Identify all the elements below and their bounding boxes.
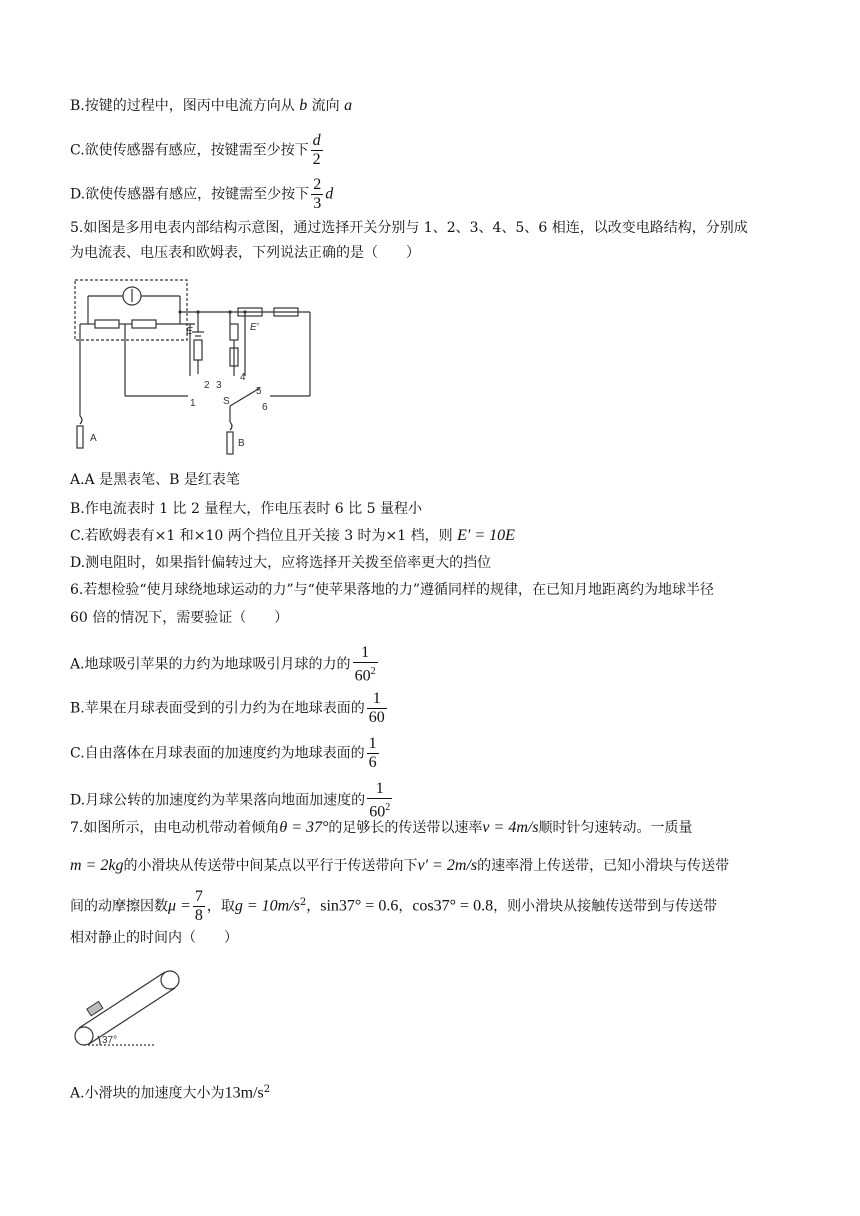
q5-option-a: A.A 是黑表笔、B 是红表笔 bbox=[70, 472, 240, 488]
q7-option-a-exp: 2 bbox=[263, 1084, 271, 1095]
q4-c-den: 2 bbox=[312, 151, 321, 168]
q7-stem-line4: 相对静止的时间内（ ） bbox=[70, 930, 238, 946]
q4-option-b bbox=[70, 96, 352, 116]
label-2: 2 bbox=[204, 380, 210, 391]
q7-l3a: 间的动摩擦因数 bbox=[70, 898, 168, 915]
q6-c-fraction bbox=[367, 735, 379, 772]
q4-option-c bbox=[70, 132, 325, 169]
q7-g: g = 10m/s bbox=[234, 897, 300, 915]
q5-stem-line2: 为电流表、电压表和欧姆表，下列说法正确的是（ ） bbox=[70, 245, 420, 261]
q4-d-den: 3 bbox=[313, 195, 322, 212]
label-A: A bbox=[90, 433, 97, 444]
q7-stem-line2 bbox=[70, 856, 729, 876]
q6-option-a bbox=[70, 644, 380, 685]
conveyor-belt-diagram bbox=[70, 960, 190, 1055]
q7-v-prime: v′ = 2m/s bbox=[417, 857, 478, 874]
q7-l3d: ， bbox=[398, 898, 413, 915]
q6-a-exp: 2 bbox=[370, 666, 376, 677]
q4-b-mid: 流向 bbox=[311, 98, 340, 114]
q6-b-num: 1 bbox=[372, 690, 381, 707]
q5-option-c bbox=[70, 526, 515, 546]
q6-stem-line1: 6.若想检验“使月球绕地球运动的力”与“使苹果落地的力”遵循同样的规律，在已知月地距离约为地球半径 bbox=[70, 582, 714, 598]
label-6: 6 bbox=[262, 402, 268, 413]
q7-mu: μ = bbox=[168, 897, 191, 915]
q7-cos: cos37° = 0.8 bbox=[412, 897, 494, 915]
q6-c-num: 1 bbox=[368, 735, 377, 752]
q6-b-fraction bbox=[367, 690, 387, 727]
q6-a-den: 60 bbox=[354, 667, 371, 685]
q6-d-num: 1 bbox=[375, 780, 384, 797]
q7-m: m = 2kg bbox=[70, 857, 124, 874]
q4-d-num: 2 bbox=[313, 176, 322, 193]
q4-c-num: d bbox=[312, 132, 321, 149]
q6-stem-line2: 60 倍的情况下，需要验证（ ） bbox=[70, 610, 289, 626]
q7-theta: θ = 37° bbox=[279, 819, 329, 836]
q7-l3b: ，取 bbox=[206, 898, 235, 915]
q7-mu-fraction bbox=[193, 888, 205, 925]
label-E: E bbox=[186, 326, 193, 337]
q7-l2b: 的速率滑上传送带，已知小滑块与传送带 bbox=[477, 858, 730, 874]
q6-a-num: 1 bbox=[361, 644, 370, 661]
q6-option-b bbox=[70, 690, 389, 727]
q6-option-c-text: C.自由落体在月球表面的加速度约为地球表面的 bbox=[70, 745, 365, 762]
q7-l3e: ，则小滑块从接触传送带到与传送带 bbox=[493, 898, 718, 915]
q7-option-a-math: 13m/s bbox=[224, 1084, 264, 1102]
q7-l2a: 的小滑块从传送带中间某点以平行于传送带向下 bbox=[123, 858, 418, 874]
q6-d-den: 60 bbox=[369, 803, 386, 821]
q7-mu-den: 8 bbox=[194, 907, 203, 924]
label-4: 4 bbox=[240, 372, 246, 383]
q4-b-to: a bbox=[344, 97, 353, 114]
q7-option-a bbox=[70, 1080, 270, 1104]
q4-option-c-text: C.欲使传感器有感应，按键需至少按下 bbox=[70, 142, 309, 159]
q4-b-from: b bbox=[299, 97, 308, 114]
q6-a-fraction bbox=[353, 644, 378, 685]
q7-mu-num: 7 bbox=[194, 888, 203, 905]
q5-option-c-math: E′ = 10E bbox=[457, 527, 515, 544]
label-S: S bbox=[223, 396, 230, 407]
q5-stem-line1: 5.如图是多用电表内部结构示意图，通过选择开关分别与 1、2、3、4、5、6 相连，以改变电路结构，分别成 bbox=[70, 220, 748, 236]
q6-option-a-text: A.地球吸引苹果的力约为地球吸引月球的力的 bbox=[70, 656, 351, 673]
q5-option-c-text: C.若欧姆表有×1 和×10 两个挡位且开关接 3 时为×1 档，则 bbox=[70, 528, 453, 544]
q5-option-d: D.测电阻时，如果指针偏转过大，应将选择开关拨至倍率更大的挡位 bbox=[70, 555, 492, 571]
label-B: B bbox=[238, 438, 245, 449]
angle-label: 37° bbox=[102, 1035, 118, 1046]
q4-option-d-text: D.欲使传感器有感应，按键需至少按下 bbox=[70, 186, 310, 203]
q7-option-a-text: A.小滑块的加速度大小为 bbox=[70, 1085, 225, 1102]
label-E-prime: E′ bbox=[250, 322, 259, 333]
q4-c-fraction bbox=[311, 132, 323, 169]
q7-stem-line3 bbox=[70, 888, 717, 925]
label-3: 3 bbox=[216, 380, 222, 391]
q7-l1a: 7.如图所示，由电动机带动着倾角 bbox=[70, 820, 280, 836]
multimeter-circuit-diagram bbox=[70, 276, 330, 456]
q6-option-b-text: B.苹果在月球表面受到的引力约为在地球表面的 bbox=[70, 700, 365, 717]
q6-option-d-text: D.月球公转的加速度约为苹果落向地面加速度的 bbox=[70, 792, 366, 809]
q6-c-den: 6 bbox=[368, 754, 377, 771]
q6-d-fraction bbox=[367, 780, 392, 821]
q4-option-d bbox=[70, 176, 333, 213]
q7-stem-line1 bbox=[70, 818, 693, 838]
q7-g-exp: 2 bbox=[299, 896, 307, 908]
q6-b-den: 60 bbox=[368, 709, 385, 726]
q4-d-fraction bbox=[311, 176, 323, 213]
q7-l1c: 顺时针匀速转动。一质量 bbox=[538, 820, 693, 836]
q7-sin: sin37° = 0.6 bbox=[320, 897, 399, 915]
q6-option-c bbox=[70, 735, 381, 772]
label-1: 1 bbox=[190, 398, 196, 409]
q7-v: v = 4m/s bbox=[482, 819, 539, 836]
q4-d-var: d bbox=[325, 185, 334, 203]
q4-option-b-text: B.按键的过程中，图丙中电流方向从 bbox=[70, 98, 295, 114]
q7-l3c: ， bbox=[306, 898, 321, 915]
q6-option-d bbox=[70, 780, 394, 821]
q5-option-b: B.作电流表时 1 比 2 量程大，作电压表时 6 比 5 量程小 bbox=[70, 501, 422, 517]
q7-l1b: 的足够长的传送带以速率 bbox=[328, 820, 483, 836]
q6-d-exp: 2 bbox=[385, 802, 391, 813]
label-5: 5 bbox=[256, 386, 262, 397]
